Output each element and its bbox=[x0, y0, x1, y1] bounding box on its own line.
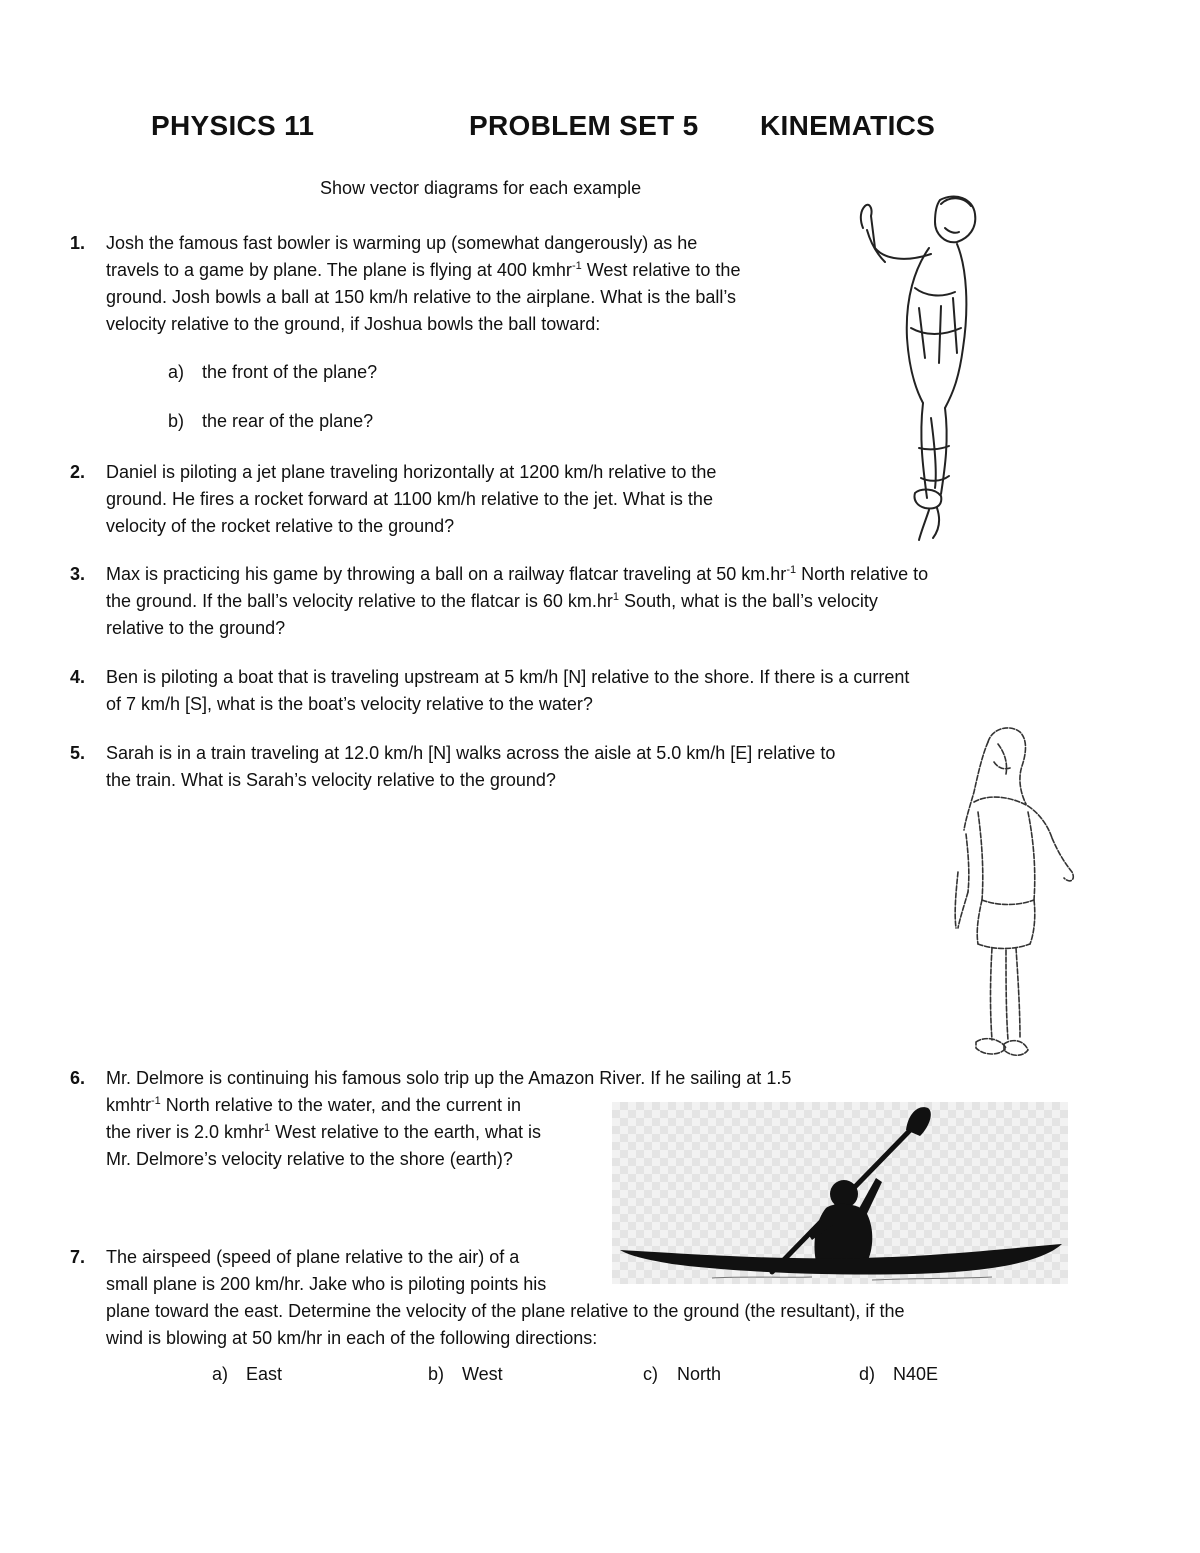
question-text: The airspeed (speed of plane relative to the air) of a small plane is 200 km/hr. Jake who is piloting points his plane toward the east. Determine the velocity of the plane relative to the ground (the resultant), if the wind is blowing at 50 km/hr in each of the following directions: bbox=[106, 1247, 905, 1348]
question-text: Josh the famous fast bowler is warming up (somewhat dangerously) as he travels to a game by plane. The plane is flying at 400 kmhr$^{-1}$ West relative to the ground. Josh bowls a ball at 150 km/h relative to the airplane. What is the ball’s velocity relative to the ground, if Joshua bowls the ball toward: bbox=[106, 233, 741, 334]
question-part-c: c) North bbox=[643, 1364, 722, 1384]
question-text: Mr. Delmore is continuing his famous solo trip up the Amazon River. If he sailing at 1.5 kmhtr$^{-1}$ North relative to the water, and the current in the river is 2.0 kmhr$^1$ West relative to the earth, what is Mr. Delmore’s velocity relative to the shore (earth)? bbox=[106, 1068, 792, 1169]
question-number: 5. bbox=[70, 743, 86, 763]
course-title: PHYSICS 11 bbox=[151, 110, 315, 141]
question-number: 2. bbox=[70, 462, 86, 482]
question-part-a: a) the front of the plane? bbox=[168, 362, 378, 382]
question-number: 1. bbox=[70, 233, 86, 253]
question-number: 3. bbox=[70, 564, 86, 584]
kayaker-silhouette bbox=[612, 1102, 1068, 1284]
problem-set-title: PROBLEM SET 5 bbox=[469, 110, 699, 141]
question-number: 6. bbox=[70, 1068, 86, 1088]
question-text: Ben is piloting a boat that is traveling upstream at 5 km/h [N] relative to the shore. If there is a current of 7 km/h [S], what is the boat’s velocity relative to the water? bbox=[106, 667, 910, 714]
question-text: Max is practicing his game by throwing a ball on a railway flatcar traveling at 50 $km.hr^{-1}$ North relative to the ground. If the ball’s velocity relative to the flatcar is 60 $km.hr^1$ South, what is the ball’s velocity relative to the ground? bbox=[106, 564, 929, 638]
question-number: 4. bbox=[70, 667, 86, 687]
question-text: Sarah is in a train traveling at 12.0 km/h [N] walks across the aisle at 5.0 km/h [E] relative to the train. What is Sarah’s velocity relative to the ground? bbox=[106, 743, 836, 790]
instruction-text: Show vector diagrams for each example bbox=[320, 178, 642, 198]
walking-girl-sketch bbox=[948, 722, 1078, 1067]
question-number: 7. bbox=[70, 1247, 86, 1267]
question-part-b: b) the rear of the plane? bbox=[168, 411, 374, 431]
cricket-bowler-sketch bbox=[845, 188, 985, 548]
question-part-a: a) East bbox=[212, 1364, 283, 1384]
question-part-b: b) West bbox=[428, 1364, 503, 1384]
topic-title: KINEMATICS bbox=[760, 110, 936, 141]
question-part-d: d) N40E bbox=[859, 1364, 939, 1384]
question-text: Daniel is piloting a jet plane traveling horizontally at 1200 km/h relative to the ground. He fires a rocket forward at 1100 km/h relative to the jet. What is the velocity of the rocket relative to the ground? bbox=[106, 462, 717, 536]
